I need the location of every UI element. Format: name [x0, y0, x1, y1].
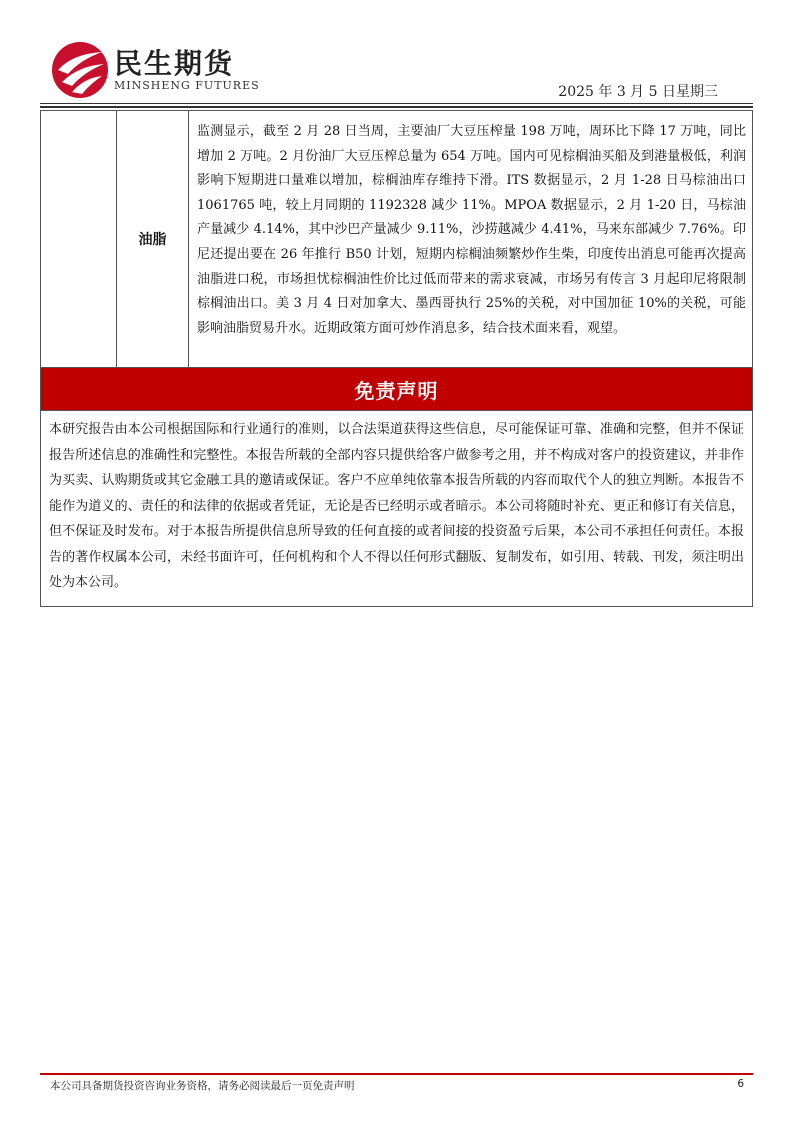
commodity-label: 油脂 — [117, 111, 189, 367]
header-divider-thick — [40, 106, 753, 108]
minsheng-logo-icon — [50, 40, 110, 100]
page-number: 6 — [737, 1078, 744, 1090]
disclaimer-title: 免责声明 — [41, 368, 752, 411]
logo-english-name: MINSHENG FUTURES — [114, 79, 260, 92]
logo-chinese-name: 民生期货 — [114, 47, 235, 80]
footer-note: 本公司具备期货投资咨询业务资格，请务必阅读最后一页免责声明 — [50, 1080, 355, 1092]
table-row-oils — [41, 111, 752, 368]
category-cell — [41, 111, 117, 367]
report-table — [40, 110, 753, 607]
page-header — [0, 0, 794, 105]
commodity-analysis-text: 监测显示，截至 2 月 28 日当周，主要油厂大豆压榨量 198 万吨，周环比下降 17 万吨，同比增加 2 万吨。2 月份油厂大豆压榨总量为 654 万吨。国内可见棕榈油买船及到港量极低，利润影响下短期进口量难以增加，棕榈油库存维持下滑。ITS 数据显示，2 月 1-28 日马棕油出口 1061765 吨，较上月同期的 1192328 减少 11%。MPOA 数据显示，2 月 1-20 日，马棕油产量减少 4.14%，其中沙巴产量减少 9.11%，沙捞越减少 4.41%，马来东部减少 7.76%。印尼还提出要在 26 年推行 B50 计划，短期内棕榈油频繁炒作生柴，印度传出消息可能再次提高油脂进口税，市场担忧棕榈油性价比过低而带来的需求衰减，市场另有传言 3 月起印尼将限制棕榈油出口。美 3 月 4 日对加拿大、墨西哥执行 25%的关税，对中国加征 10%的关税，可能影响油脂贸易升水。近期政策方面可炒作消息多，结合技术面来看，观望。 — [197, 124, 746, 336]
footer-divider — [40, 1073, 753, 1075]
report-date: 2025 年 3 月 5 日星期三 — [558, 84, 718, 100]
header-divider — [40, 103, 753, 104]
disclaimer-body: 本研究报告由本公司根据国际和行业通行的准则，以合法渠道获得这些信息，尽可能保证可靠、准确和完整，但并不保证报告所述信息的准确性和完整性。本报告所载的全部内容只提供给客户做参考之用，并不构成对客户的投资建议，并非作为买卖、认购期货或其它金融工具的邀请或保证。客户不应单纯依靠本报告所载的内容而取代个人的独立判断。本报告不能作为道义的、责任的和法律的依据或者凭证，无论是否已经明示或者暗示。本公司将随时补充、更正和修订有关信息，但不保证及时发布。对于本报告所提供信息所导致的任何直接的或者间接的投资盈亏后果，本公司不承担任何责任。本报告的著作权属本公司，未经书面许可，任何机构和个人不得以任何形式翻版、复制发布，如引用、转载、刊发，须注明出处为本公司。 — [49, 422, 744, 590]
